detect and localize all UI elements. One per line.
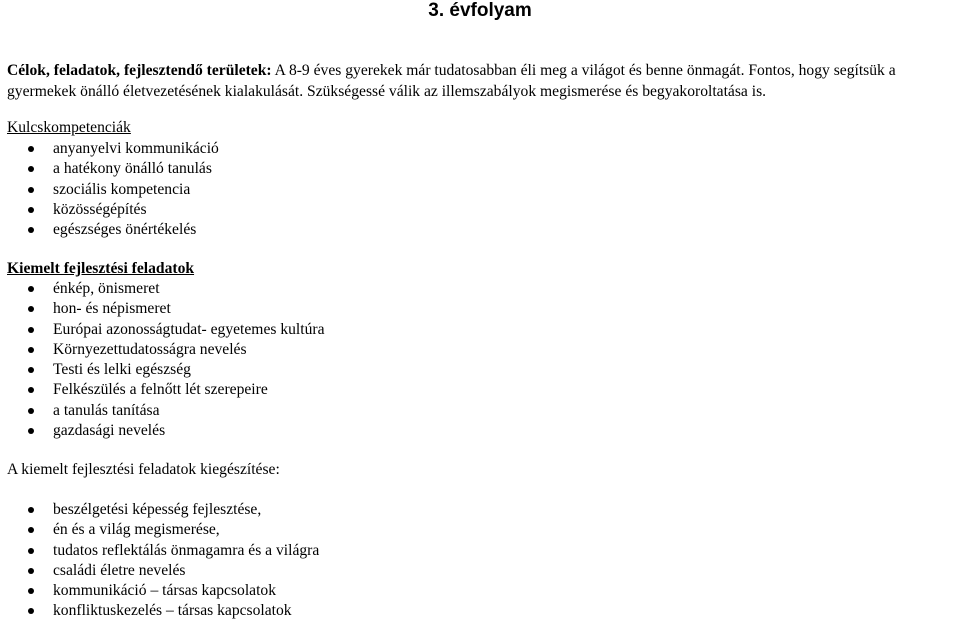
page-title: 3. évfolyam [428, 0, 532, 21]
intro-paragraph [7, 60, 957, 102]
intro-text-line2: gyermekek önálló életvezetésének kialakulását. Szükségessé válik az illemszabályok megismerése és begyakoroltatása is. [7, 83, 767, 100]
bullet-icon [28, 227, 34, 233]
list-item [0, 561, 319, 581]
list-item [0, 581, 319, 601]
bullet-icon [28, 367, 34, 373]
bullet-icon [28, 146, 34, 152]
list-item-label: anyanyelvi kommunikáció [53, 140, 219, 157]
list-item-label: a hatékony önálló tanulás [53, 160, 212, 178]
list-item-label: családi életre nevelés [53, 561, 186, 579]
list-item-label: Felkészülés a felnőtt lét szerepeire [53, 381, 268, 399]
list-item [0, 200, 219, 220]
list-item [0, 220, 219, 240]
intro-text-line1: A 8-9 éves gyerekek már tudatosabban éli meg a világot és benne önmagát. Fontos, hogy segítsük a [271, 62, 896, 79]
bullet-icon [28, 347, 34, 353]
list-item-label: kommunikáció – társas kapcsolatok [53, 582, 277, 600]
bullet-icon [28, 327, 34, 333]
supplement-heading: A kiemelt fejlesztési feladatok kiegészítése: [7, 461, 280, 478]
list-item [0, 139, 219, 159]
list-item [0, 520, 319, 540]
list-item-label: hon- és népismeret [53, 300, 171, 318]
bullet-icon [28, 207, 34, 213]
list-item [0, 380, 325, 400]
list-item-label: Környezettudatosságra nevelés [53, 340, 247, 358]
bullet-icon [28, 608, 34, 614]
list-item-label: Európai azonosságtudat- egyetemes kultúra [53, 320, 325, 338]
priority-tasks-list [0, 279, 325, 441]
bullet-icon [28, 548, 34, 554]
list-item [0, 500, 319, 520]
bullet-icon [28, 428, 34, 434]
list-item-label: Testi és lelki egészség [53, 361, 191, 379]
bullet-icon [28, 387, 34, 393]
list-item-label: gazdasági nevelés [53, 422, 166, 440]
list-item [0, 601, 319, 621]
bullet-icon [28, 408, 34, 414]
priority-tasks-heading: Kiemelt fejlesztési feladatok [7, 260, 195, 277]
list-item-label: énkép, önismeret [53, 280, 160, 297]
list-item [0, 299, 325, 319]
bullet-icon [28, 588, 34, 594]
list-item [0, 279, 325, 299]
bullet-icon [28, 568, 34, 574]
list-item-label: egészséges önértékelés [53, 221, 197, 239]
list-item [0, 320, 325, 340]
list-item [0, 541, 319, 561]
bullet-icon [28, 306, 34, 312]
list-item-label: beszélgetési képesség fejlesztése, [53, 501, 262, 518]
list-item [0, 421, 325, 441]
bullet-icon [28, 507, 34, 513]
list-item [0, 180, 219, 200]
list-item-label: én és a világ megismerése, [53, 521, 220, 539]
list-item-label: tudatos reflektálás önmagamra és a világra [53, 541, 320, 559]
list-item [0, 159, 219, 179]
bullet-icon [28, 527, 34, 533]
list-item-label: közösségépítés [53, 200, 147, 218]
bullet-icon [28, 187, 34, 193]
key-competencies-heading: Kulcskompetenciák [7, 119, 131, 136]
list-item-label: szociális kompetencia [53, 180, 191, 198]
key-competencies-list [0, 139, 219, 240]
list-item-label: a tanulás tanítása [53, 401, 160, 419]
list-item [0, 360, 325, 380]
intro-bold-label: Célok, feladatok, fejlesztendő területek: [7, 62, 272, 79]
bullet-icon [28, 286, 34, 292]
list-item-label: konfliktuskezelés – társas kapcsolatok [53, 602, 292, 620]
list-item [0, 401, 325, 421]
list-item [0, 340, 325, 360]
supplement-list [0, 500, 319, 622]
bullet-icon [28, 166, 34, 172]
